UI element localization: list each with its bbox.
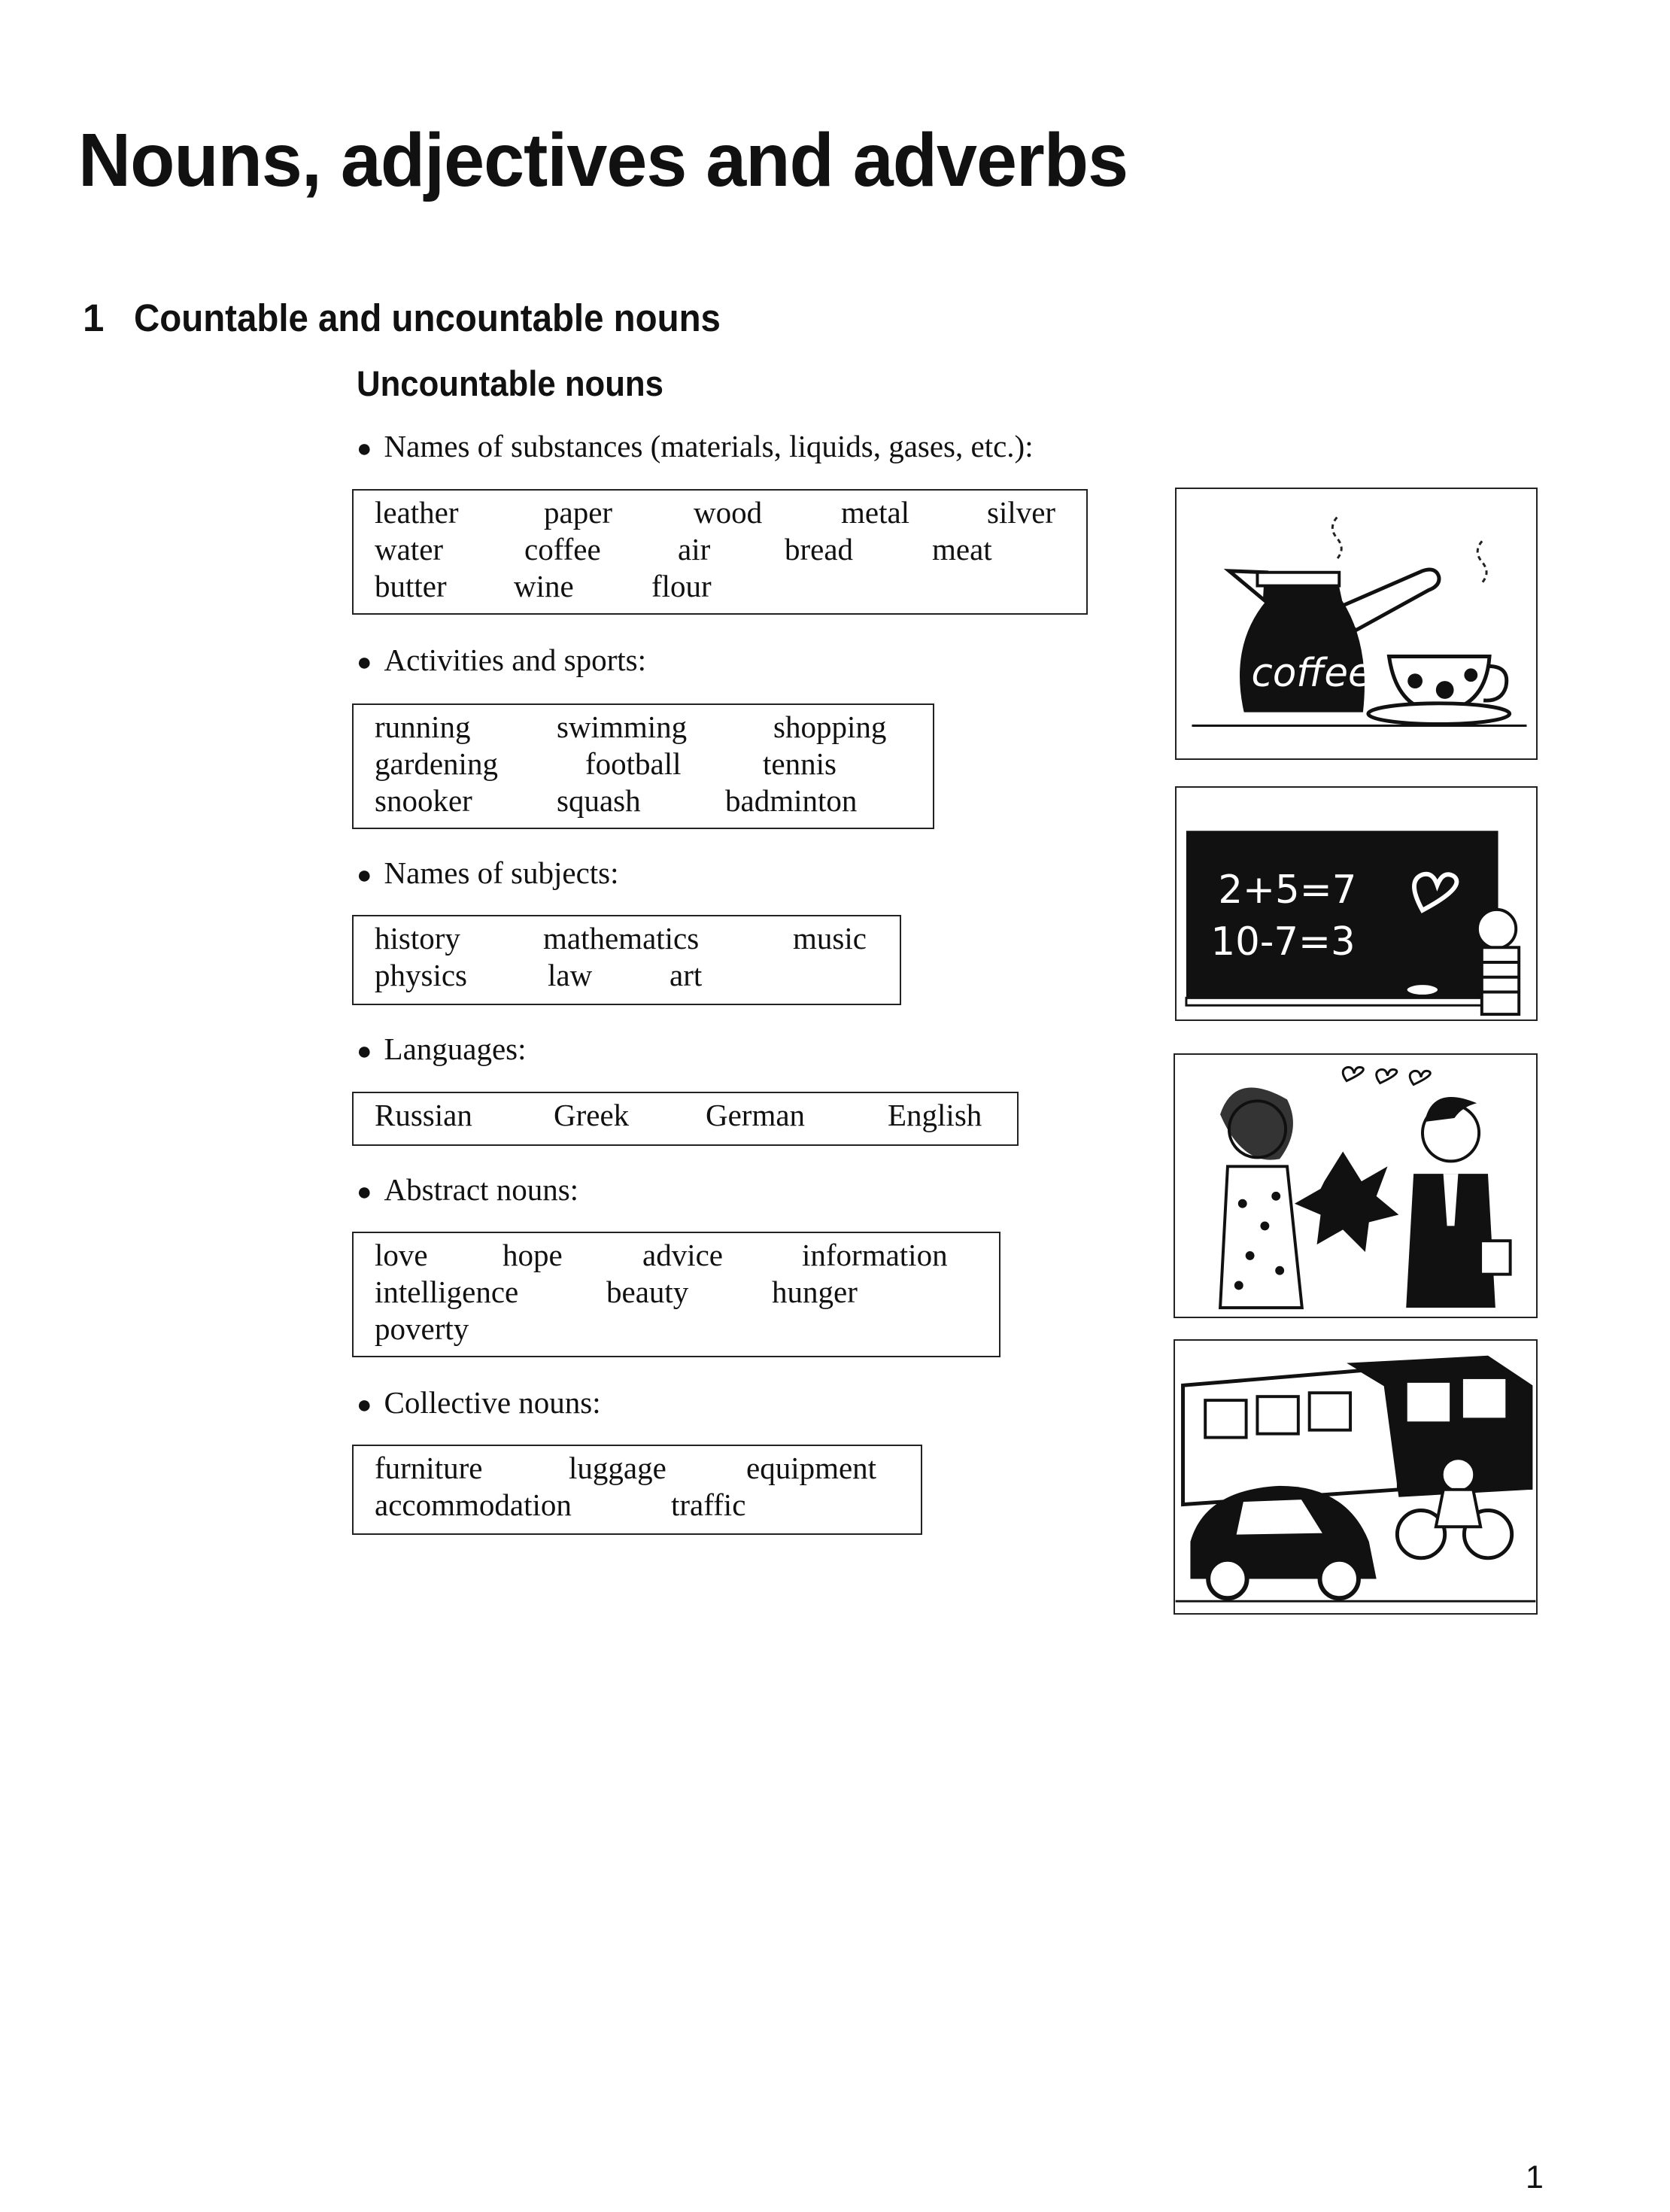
- group-label-languages: ● Languages:: [357, 1032, 527, 1066]
- word-box-subjects: [352, 915, 901, 1005]
- word: bread: [785, 532, 854, 567]
- word-row: [375, 1238, 999, 1275]
- word-box-substances: [352, 489, 1088, 615]
- word: traffic: [671, 1487, 746, 1522]
- word-row: [375, 921, 900, 958]
- word: furniture: [375, 1451, 483, 1485]
- word: intelligence: [375, 1275, 519, 1309]
- word: water: [375, 532, 444, 567]
- word: squash: [557, 783, 641, 818]
- word-row: [375, 1311, 999, 1348]
- word: music: [793, 921, 867, 956]
- word-row: [375, 746, 933, 783]
- bullet-icon: ●: [357, 1178, 372, 1206]
- word: running: [375, 709, 471, 744]
- word: paper: [544, 495, 613, 530]
- bullet-icon: ●: [357, 435, 372, 463]
- word-row: [375, 709, 933, 746]
- word: metal: [841, 495, 910, 530]
- page-number: 1: [1526, 2159, 1544, 2195]
- word: law: [548, 958, 593, 992]
- word: gardening: [375, 746, 498, 781]
- word: badminton: [725, 783, 858, 818]
- word: swimming: [557, 709, 688, 744]
- word-box-activities: [352, 703, 934, 829]
- word: wood: [694, 495, 763, 530]
- word-row: [375, 1487, 921, 1524]
- group-label-collective: ● Collective nouns:: [357, 1385, 601, 1420]
- illustration-blackboard: [1175, 786, 1538, 1021]
- word: Russian: [375, 1098, 472, 1132]
- word-row: [375, 495, 1086, 532]
- group-label-activities: ● Activities and sports:: [357, 643, 647, 677]
- word: leather: [375, 495, 459, 530]
- illustration-traffic: [1174, 1339, 1538, 1615]
- word-box-collective: [352, 1445, 922, 1535]
- bullet-icon: ●: [357, 1391, 372, 1419]
- word: shopping: [773, 709, 887, 744]
- word: hunger: [772, 1275, 858, 1309]
- group-label-abstract: ● Abstract nouns:: [357, 1172, 579, 1207]
- illustration-coffee: [1175, 488, 1538, 760]
- word: air: [678, 532, 711, 567]
- word: luggage: [569, 1451, 666, 1485]
- bullet-icon: ●: [357, 649, 372, 676]
- word: coffee: [524, 532, 601, 567]
- blackboard-text-1: 2+5=7: [1218, 867, 1357, 913]
- group-label-subjects: ● Names of subjects:: [357, 855, 619, 890]
- word: history: [375, 921, 460, 956]
- word: equipment: [746, 1451, 877, 1485]
- word-row: [375, 1451, 921, 1487]
- word-row: [375, 783, 933, 820]
- word-row: [375, 532, 1086, 569]
- word-box-abstract: [352, 1232, 1000, 1357]
- couple-illustration: [1175, 1055, 1536, 1317]
- coffee-label: coffee: [1251, 651, 1372, 697]
- traffic-illustration: [1175, 1341, 1536, 1613]
- word: wine: [514, 569, 574, 603]
- bullet-icon: ●: [357, 861, 372, 889]
- word: love: [375, 1238, 428, 1272]
- word-row: [375, 569, 1086, 606]
- illustration-couple: [1174, 1053, 1538, 1318]
- word: mathematics: [543, 921, 700, 956]
- group-label-substances: ● Names of substances (materials, liquids, gases, etc.):: [357, 429, 1034, 463]
- word: English: [888, 1098, 982, 1132]
- word: art: [670, 958, 703, 992]
- blackboard-illustration: [1177, 788, 1536, 1019]
- word: meat: [932, 532, 992, 567]
- word-row: [375, 958, 900, 995]
- page-title: Nouns, adjectives and adverbs: [78, 118, 1128, 202]
- word: physics: [375, 958, 467, 992]
- coffee-pot-illustration: [1177, 489, 1536, 758]
- word: snooker: [375, 783, 472, 818]
- word-box-languages: [352, 1092, 1019, 1146]
- word: flour: [651, 569, 712, 603]
- word: football: [585, 746, 682, 781]
- word: Greek: [554, 1098, 630, 1132]
- word: silver: [987, 495, 1056, 530]
- bullet-icon: ●: [357, 1038, 372, 1065]
- word: advice: [642, 1238, 723, 1272]
- subheading: Uncountable nouns: [357, 363, 663, 403]
- word: tennis: [763, 746, 837, 781]
- word: accommodation: [375, 1487, 572, 1522]
- section-title: Countable and uncountable nouns: [134, 296, 721, 339]
- word-row: [375, 1275, 999, 1311]
- word: butter: [375, 569, 447, 603]
- section-number: 1: [83, 296, 105, 339]
- word: German: [706, 1098, 806, 1132]
- word: beauty: [606, 1275, 689, 1309]
- word-row: [375, 1098, 1017, 1135]
- word: poverty: [375, 1311, 469, 1346]
- word: hope: [503, 1238, 563, 1272]
- word: information: [802, 1238, 948, 1272]
- blackboard-text-2: 10-7=3: [1210, 919, 1356, 965]
